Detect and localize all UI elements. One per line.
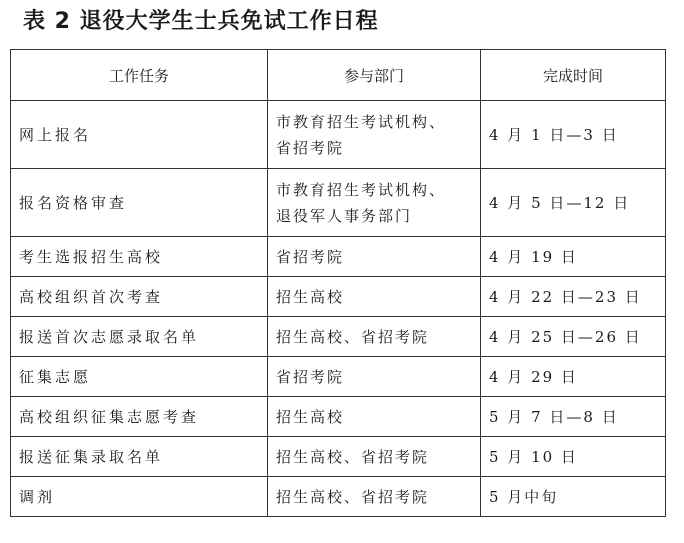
department-cell: 招生高校、省招考院 <box>268 437 481 477</box>
task-cell: 高校组织征集志愿考查 <box>11 397 268 437</box>
time-cell: 4 月 5 日—12 日 <box>481 169 666 237</box>
department-cell: 省招考院 <box>268 237 481 277</box>
department-line: 市教育招生考试机构、 <box>276 180 447 199</box>
department-cell: 招生高校 <box>268 277 481 317</box>
time-cell: 5 月 7 日—8 日 <box>481 397 666 437</box>
department-cell: 招生高校 <box>268 397 481 437</box>
table-row <box>11 237 666 277</box>
table-row <box>11 357 666 397</box>
table-row <box>11 101 666 169</box>
table-row <box>11 477 666 517</box>
task-cell: 报送首次志愿录取名单 <box>11 317 268 357</box>
header-department: 参与部门 <box>268 50 481 101</box>
task-cell: 报送征集录取名单 <box>11 437 268 477</box>
task-cell: 调剂 <box>11 477 268 517</box>
department-cell <box>268 169 481 237</box>
department-line: 退役军人事务部门 <box>276 206 413 225</box>
time-cell: 4 月 29 日 <box>481 357 666 397</box>
time-cell: 4 月 1 日—3 日 <box>481 101 666 169</box>
schedule-table <box>10 49 666 517</box>
table-row <box>11 317 666 357</box>
time-cell: 4 月 22 日—23 日 <box>481 277 666 317</box>
table-row <box>11 169 666 237</box>
time-cell: 5 月 10 日 <box>481 437 666 477</box>
table-row <box>11 397 666 437</box>
department-line: 市教育招生考试机构、 <box>276 112 447 131</box>
table-row <box>11 437 666 477</box>
task-cell: 报名资格审查 <box>11 169 268 237</box>
header-time: 完成时间 <box>481 50 666 101</box>
table-row <box>11 277 666 317</box>
time-cell: 4 月 25 日—26 日 <box>481 317 666 357</box>
department-cell: 省招考院 <box>268 357 481 397</box>
time-cell: 4 月 19 日 <box>481 237 666 277</box>
task-cell: 网上报名 <box>11 101 268 169</box>
table-title: 表 2 退役大学生士兵免试工作日程 <box>23 9 379 34</box>
table-header-row <box>11 50 666 101</box>
time-cell: 5 月中旬 <box>481 477 666 517</box>
department-line: 省招考院 <box>276 138 345 157</box>
department-cell <box>268 101 481 169</box>
department-cell: 招生高校、省招考院 <box>268 317 481 357</box>
department-cell: 招生高校、省招考院 <box>268 477 481 517</box>
task-cell: 考生选报招生高校 <box>11 237 268 277</box>
task-cell: 征集志愿 <box>11 357 268 397</box>
task-cell: 高校组织首次考查 <box>11 277 268 317</box>
header-task: 工作任务 <box>11 50 268 101</box>
